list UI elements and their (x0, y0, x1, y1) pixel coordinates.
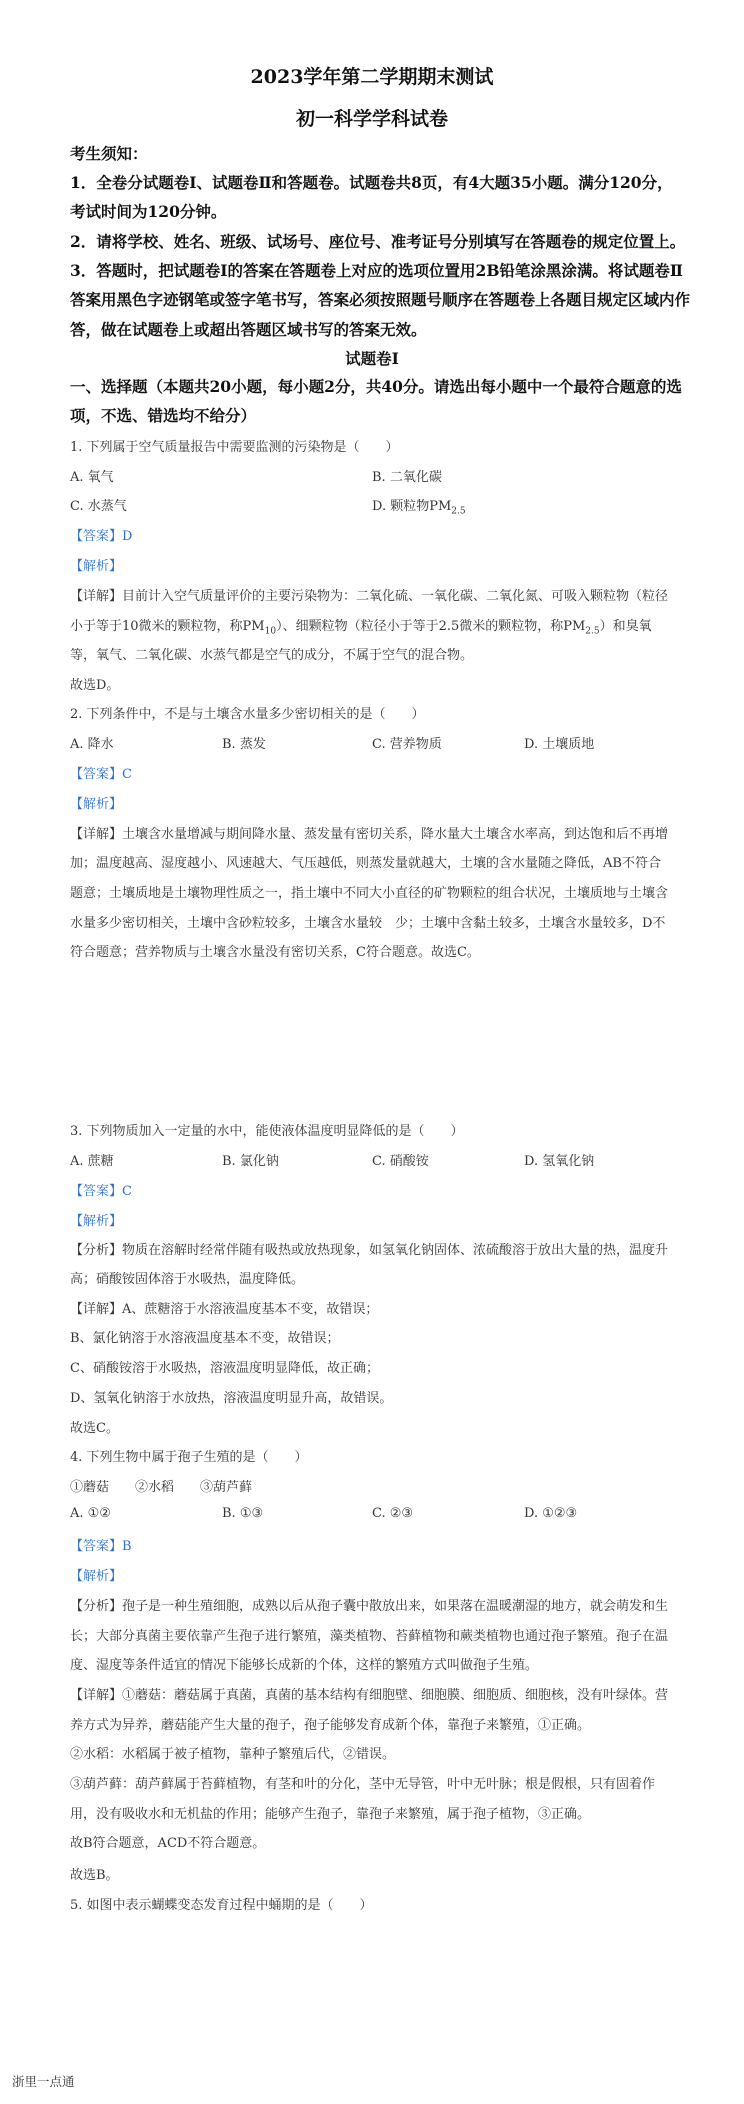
notice-line: 3．答题时，把试题卷Ⅰ的答案在答题卷上对应的选项位置用2B铅笔涂黑涂满。将试题卷Ⅱ (70, 261, 683, 280)
option-b: B. 二氧化碳 (372, 470, 442, 485)
option-d: D. ①②③ (524, 1506, 578, 1521)
explanation-line: ③葫芦藓：葫芦藓属于苔藓植物，有茎和叶的分化，茎中无导管，叶中无叶脉；根是假根，只有固着作 (70, 1777, 656, 1792)
explanation-line: B、氯化钠溶于水溶液温度基本不变，故错误； (70, 1331, 340, 1346)
explanation-line: 【详解】土壤含水量增减与期间降水量、蒸发量有密切关系，降水量大土壤含水率高，到达饱和后不再增 (70, 827, 669, 842)
explanation-line: 故选D。 (70, 678, 120, 693)
explanation-line: 故选B。 (70, 1868, 119, 1883)
explanation-line: 【详解】A、蔗糖溶于水溶液温度基本不变，故错误； (70, 1302, 379, 1317)
option-c: C. 营养物质 (372, 737, 442, 752)
explanation-line: 养方式为异养，蘑菇能产生大量的孢子，孢子能够发育成新个体，靠孢子来繁殖，①正确。 (70, 1718, 591, 1733)
explanation-line: ②水稻：水稻属于被子植物，靠种子繁殖后代，②错误。 (70, 1747, 396, 1762)
option-c: C. 水蒸气 (70, 499, 127, 514)
explanation-line: 【分析】孢子是一种生殖细胞，成熟以后从孢子囊中散放出来，如果落在温暖潮湿的地方，就会萌发和生 (70, 1599, 669, 1614)
option-b: B. 氯化钠 (222, 1154, 279, 1169)
option-a: A. 蔗糖 (70, 1154, 114, 1169)
option-a: A. 降水 (70, 737, 114, 752)
section-heading: 一、选择题（本题共20小题，每小题2分，共40分。请选出每小题中一个最符合题意的选 (70, 377, 682, 396)
option-a: A. ①② (70, 1506, 111, 1521)
notice-heading: 考生须知： (70, 144, 148, 163)
explanation-line: 题意；土壤质地是土壤物理性质之一，指土壤中不同大小直径的矿物颗粒的组合状况，土壤质地与土壤含 (70, 886, 669, 901)
notice-line: 2．请将学校、姓名、班级、试场号、座位号、准考证号分别填写在答题卷的规定位置上。 (70, 232, 686, 251)
question-stem: 3. 下列物质加入一定量的水中，能使液体温度明显降低的是（ ） (70, 1124, 464, 1139)
answer-line: 【答案】B (70, 1539, 132, 1554)
explanation-line: 加；温度越高、湿度越小、风速越大、气压越低，则蒸发量就越大，土壤的含水量随之降低，AB不符合 (70, 856, 661, 871)
option-d: D. 土壤质地 (524, 737, 595, 752)
question-stem: 2. 下列条件中，不是与土壤含水量多少密切相关的是（ ） (70, 707, 425, 722)
option-c: C. ②③ (372, 1506, 414, 1521)
notice-line: 答案用黑色字迹钢笔或签字笔书写，答案必须按照题号顺序在答题卷上各题目规定区域内作 (70, 290, 691, 309)
option-a: A. 氧气 (70, 470, 114, 485)
option-b: B. 蒸发 (222, 737, 266, 752)
section-heading: 项，不选、错选均不给分） (70, 406, 257, 425)
explanation-line: C、硝酸铵溶于水吸热，溶液温度明显降低，故正确； (70, 1361, 379, 1376)
explanation-line: 用，没有吸收水和无机盐的作用；能够产生孢子，靠孢子来繁殖，属于孢子植物，③正确。 (70, 1807, 591, 1822)
explanation-line: 【详解】①蘑菇：蘑菇属于真菌，真菌的基本结构有细胞壁、细胞膜、细胞质、细胞核，没有叶绿体。营 (70, 1688, 669, 1703)
option-c: C. 硝酸铵 (372, 1154, 429, 1169)
analysis-tag: 【解析】 (70, 559, 123, 574)
explanation-line: 高；硝酸铵固体溶于水吸热，温度降低。 (70, 1272, 305, 1287)
exam-year-title: 2023学年第二学期期末测试 (250, 66, 494, 88)
analysis-tag: 【解析】 (70, 1569, 123, 1584)
option-b: B. ①③ (222, 1506, 264, 1521)
explanation-line: 度、湿度等条件适宜的情况下能够长成新的个体，这样的繁殖方式叫做孢子生殖。 (70, 1658, 539, 1673)
question-items: ①蘑菇 ②水稻 ③葫芦藓 (70, 1480, 253, 1495)
paper-one-heading: 试题卷Ⅰ (345, 349, 399, 368)
question-stem: 4. 下列生物中属于孢子生殖的是（ ） (70, 1450, 308, 1465)
explanation-line: 【详解】目前计入空气质量评价的主要污染物为：二氧化硫、一氧化碳、二氧化氮、可吸入颗粒物（粒径 (70, 589, 669, 604)
explanation-line: 小于等于10微米的颗粒物，称$PM_{10}$）、细颗粒物（粒径小于等于2.5微米的颗粒物，称$PM_{2.5}$）和臭氧 (70, 619, 652, 637)
explanation-line: 故B符合题意，ACD不符合题意。 (70, 1836, 266, 1851)
analysis-tag: 【解析】 (70, 797, 123, 812)
notice-line: 1．全卷分试题卷Ⅰ、试题卷Ⅱ和答题卷。试题卷共8页，有4大题35小题。满分120分， (70, 173, 673, 192)
option-d: D. 颗粒物$PM_{2.5}$ (372, 499, 466, 517)
explanation-line: 符合题意；营养物质与土壤含水量没有密切关系，C符合题意。故选C。 (70, 945, 480, 960)
answer-line: 【答案】C (70, 767, 132, 782)
notice-line: 考试时间为120分钟。 (70, 202, 227, 221)
answer-line: 【答案】D (70, 529, 133, 544)
explanation-line: 水量多少密切相关，土壤中含砂粒较多，土壤含水量较 少；土壤中含黏土较多，土壤含水量较多，D不 (70, 916, 666, 931)
notice-line: 答，做在试题卷上或超出答题区域书写的答案无效。 (70, 320, 427, 339)
explanation-line: 故选C。 (70, 1421, 119, 1436)
footer-brand: 浙里一点通 (12, 2074, 75, 2089)
analysis-tag: 【解析】 (70, 1214, 123, 1229)
explanation-line: 【分析】物质在溶解时经常伴随有吸热或放热现象，如氢氧化钠固体、浓硫酸溶于放出大量的热，温度升 (70, 1243, 669, 1258)
explanation-line: 等，氧气、二氧化碳、水蒸气都是空气的成分，不属于空气的混合物。 (70, 648, 474, 663)
explanation-line: D、氢氧化钠溶于水放热，溶液温度明显升高，故错误。 (70, 1391, 393, 1406)
exam-subject-title: 初一科学学科试卷 (295, 108, 448, 130)
option-d: D. 氢氧化钠 (524, 1154, 595, 1169)
question-stem: 1. 下列属于空气质量报告中需要监测的污染物是（ ） (70, 440, 399, 455)
answer-line: 【答案】C (70, 1184, 132, 1199)
question-stem: 5. 如图中表示蝴蝶变态发育过程中蛹期的是（ ） (70, 1898, 373, 1913)
explanation-line: 长；大部分真菌主要依靠产生孢子进行繁殖，藻类植物、苔藓植物和蕨类植物也通过孢子繁殖。孢子在温 (70, 1629, 669, 1644)
